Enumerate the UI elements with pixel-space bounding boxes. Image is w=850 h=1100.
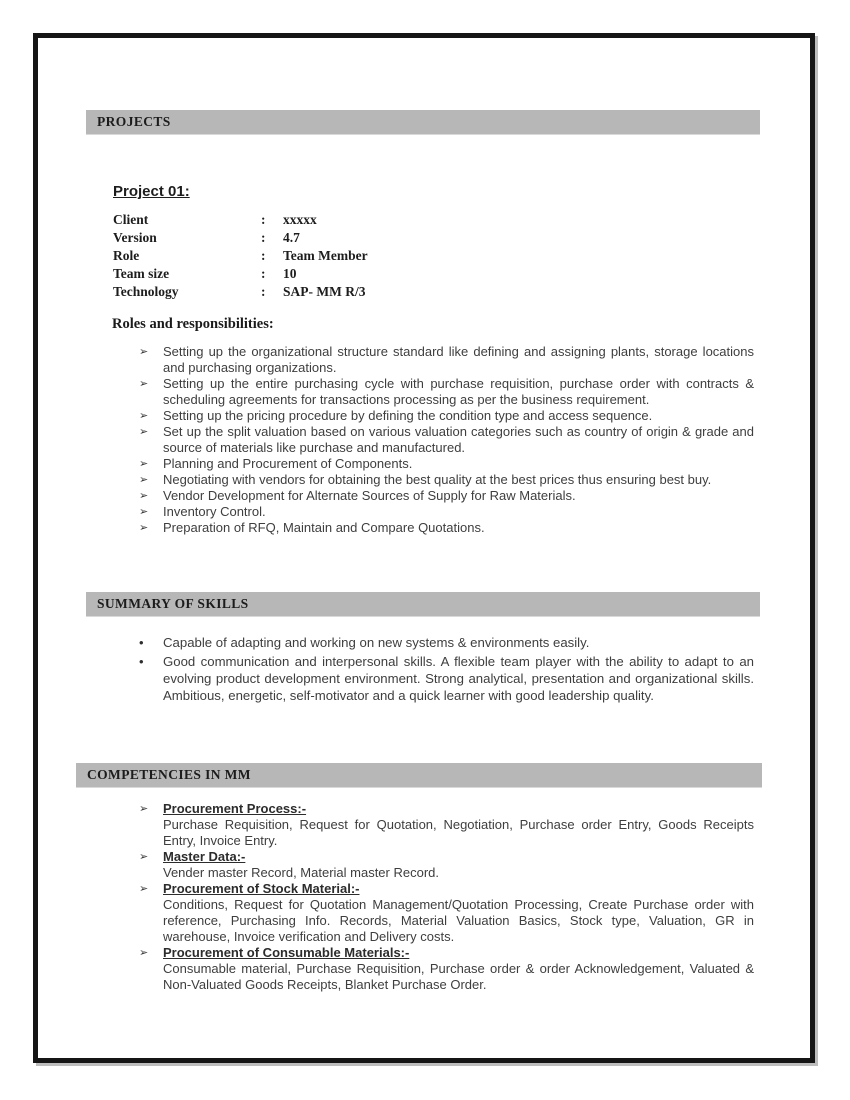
competency-body: Conditions, Request for Quotation Management/Quotation Processing, Create Purchase order with reference, Purchasing Info. Records, Material Valuation Basics, Stock type, Valuation, GR in warehouse, Invoice verification and Delivery costs.	[163, 897, 754, 944]
list-item	[139, 472, 754, 488]
section-header-projects-label: PROJECTS	[97, 114, 171, 129]
section-header-summary-of-skills	[86, 592, 760, 616]
list-item-text: Preparation of RFQ, Maintain and Compare Quotations.	[163, 520, 485, 535]
list-item-text: Setting up the entire purchasing cycle with purchase requisition, purchase order with contracts & scheduling agreements for transactions processing as per the business requirement.	[163, 376, 754, 407]
list-item-text: Setting up the organizational structure standard like defining and assigning plants, storage locations and purchasing organizations.	[163, 344, 754, 375]
list-item	[139, 488, 754, 504]
list-item-text: Inventory Control.	[163, 504, 266, 519]
list-item-text: Negotiating with vendors for obtaining the best quality at the best prices thus ensuring best buy.	[163, 472, 712, 487]
list-item	[139, 520, 754, 536]
list-item	[139, 504, 754, 520]
competency-title: Procurement of Stock Material:-	[163, 881, 360, 896]
project-field-version	[113, 229, 368, 247]
list-item	[139, 945, 754, 993]
list-item-text: Planning and Procurement of Components.	[163, 456, 413, 471]
field-value: 10	[283, 266, 297, 281]
list-item	[139, 408, 754, 424]
competency-title: Procurement of Consumable Materials:-	[163, 945, 410, 960]
arrow-bullet-icon: ➢	[139, 378, 149, 390]
section-header-projects	[86, 110, 760, 134]
field-label: Technology	[113, 284, 179, 299]
summary-skills-list	[139, 634, 754, 706]
competency-title: Procurement Process:-	[163, 801, 307, 816]
competency-body: Vender master Record, Material master Record.	[163, 865, 439, 880]
field-colon: :	[261, 284, 266, 299]
competency-body: Consumable material, Purchase Requisition, Purchase order & order Acknowledgement, Valuated & Non-Valuated Goods Receipts, Blanket Purchase Order.	[163, 961, 754, 992]
arrow-bullet-icon: ➢	[139, 474, 149, 486]
roles-heading: Roles and responsibilities:	[112, 316, 274, 332]
dot-bullet-icon: •	[139, 654, 144, 669]
project-title: Project 01:	[113, 183, 190, 200]
arrow-bullet-icon: ➢	[139, 426, 149, 438]
competency-item	[163, 881, 754, 945]
field-value: SAP- MM R/3	[283, 284, 366, 299]
list-item	[139, 376, 754, 408]
arrow-bullet-icon: ➢	[139, 522, 149, 534]
arrow-bullet-icon: ➢	[139, 410, 149, 422]
arrow-bullet-icon: ➢	[139, 506, 149, 518]
list-item	[139, 849, 754, 881]
project-field-role	[113, 247, 368, 265]
project-field-client	[113, 211, 368, 229]
list-item	[139, 344, 754, 376]
competency-item	[163, 945, 754, 993]
field-label: Client	[113, 212, 149, 227]
arrow-bullet-icon: ➢	[139, 851, 149, 863]
field-value: 4.7	[283, 230, 300, 245]
competency-title: Master Data:-	[163, 849, 246, 864]
arrow-bullet-icon: ➢	[139, 883, 149, 895]
project-field-team-size	[113, 265, 368, 283]
list-item-text: Setting up the pricing procedure by defining the condition type and access sequence.	[163, 408, 653, 423]
project-field-technology	[113, 283, 368, 301]
field-label: Version	[113, 230, 157, 245]
roles-list	[139, 344, 754, 536]
arrow-bullet-icon: ➢	[139, 458, 149, 470]
competency-item	[163, 801, 754, 849]
section-header-summary-label: SUMMARY OF SKILLS	[97, 596, 249, 611]
field-colon: :	[261, 212, 266, 227]
section-header-competencies-label: COMPETENCIES IN MM	[87, 767, 251, 782]
arrow-bullet-icon: ➢	[139, 346, 149, 358]
list-item	[139, 653, 754, 704]
dot-bullet-icon: •	[139, 635, 144, 650]
field-label: Role	[113, 248, 140, 263]
field-colon: :	[261, 266, 266, 281]
list-item-text: Capable of adapting and working on new systems & environments easily.	[163, 635, 590, 650]
arrow-bullet-icon: ➢	[139, 947, 149, 959]
field-colon: :	[261, 230, 266, 245]
list-item	[139, 456, 754, 472]
arrow-bullet-icon: ➢	[139, 490, 149, 502]
arrow-bullet-icon: ➢	[139, 803, 149, 815]
list-item	[139, 634, 754, 651]
list-item-text: Set up the split valuation based on various valuation categories such as country of origin & grade and source of materials like purchase and manufactured.	[163, 424, 754, 455]
list-item-text: Good communication and interpersonal skills. A flexible team player with the ability to adapt to an evolving product development environment. Strong analytical, presentation and organizational skills. Ambitious, energetic, self-motivator and a quick learner with good leadership quality.	[163, 654, 754, 703]
list-item-text: Vendor Development for Alternate Sources of Supply for Raw Materials.	[163, 488, 576, 503]
competencies-list	[139, 801, 754, 993]
project-fields	[113, 211, 368, 301]
competency-body: Purchase Requisition, Request for Quotation, Negotiation, Purchase order Entry, Goods Receipts Entry, Invoice Entry.	[163, 817, 754, 848]
competency-item	[163, 849, 754, 881]
field-colon: :	[261, 248, 266, 263]
section-header-competencies-in-mm	[76, 763, 762, 787]
field-label: Team size	[113, 266, 170, 281]
list-item	[139, 424, 754, 456]
field-value: Team Member	[283, 248, 368, 263]
list-item	[139, 881, 754, 945]
field-value: xxxxx	[283, 212, 317, 227]
list-item	[139, 801, 754, 849]
